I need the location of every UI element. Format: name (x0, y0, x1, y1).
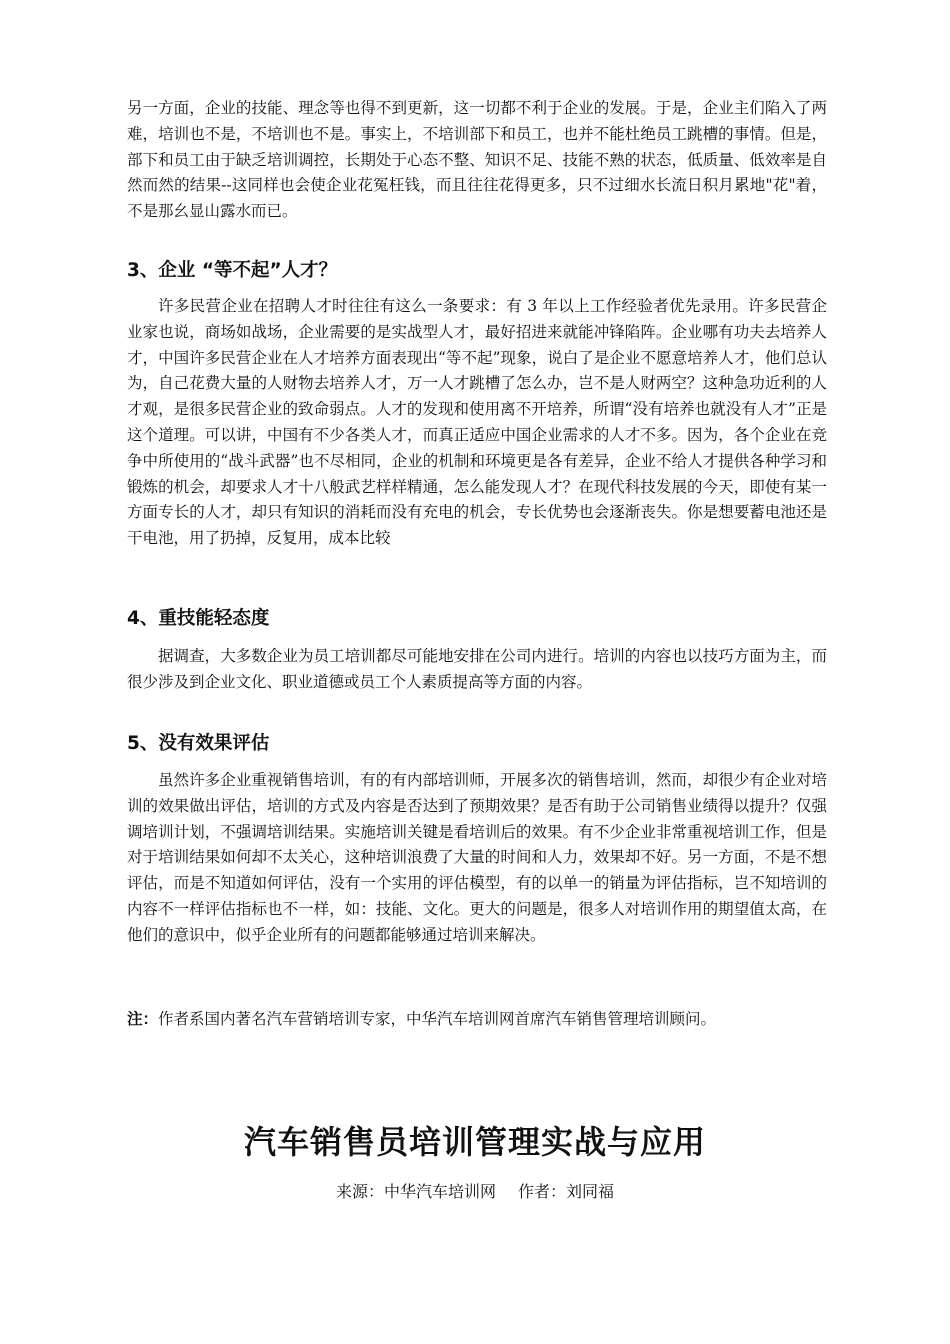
article-source: 来源：中华汽车培训网 (335, 1182, 496, 1201)
article-title: 汽车销售员培训管理实战与应用 (243, 1123, 706, 1161)
section-heading-5: 5、没有效果评估 (127, 733, 270, 754)
section-body-5: 虽然许多企业重视销售培训，有的有内部培训师，开展多次的销售培训，然而，却很少有企业对培训的效果做出评估，培训的方式及内容是否达到了预期效果？是否有助于公司销售业绩得以提升？仅强调培训计划，不强调培训结果。实施培训关键是看培训后的效果。有不少企业非常重视培训工作，但是对于培训结果如何却不太关心，这种培训浪费了大量的时间和人力，效果却不好。另一方面，不是不想评估，而是不知道如何评估，没有一个实用的评估模型，有的以单一的销量为评估指标，岂不知培训的内容不一样评估指标也不一样，如：技能、文化。更大的问题是，很多人对培训作用的期望值太高，在他们的意识中，似乎企业所有的问题都能够通过培训来解决。 (127, 771, 827, 944)
article-byline (0, 1179, 950, 1205)
section-heading-4: 4、重技能轻态度 (127, 608, 270, 629)
note-label: 注： (127, 1010, 159, 1028)
note-text: 作者系国内著名汽车营销培训专家，中华汽车培训网首席汽车销售管理培训顾问。 (158, 1010, 717, 1028)
section-body-3: 许多民营企业在招聘人才时往往有这么一条要求：有 3 年以上工作经验者优先录用。许多民营企业家也说，商场如战场，企业需要的是实战型人才，最好招进来就能冲锋陷阵。企业哪有功夫去培养人才，中国许多民营企业在人才培养方面表现出“等不起”现象，说白了是企业不愿意培养人才，他们总认为，自己花费大量的人财物去培养人才，万一人才跳槽了怎么办，岂不是人财两空？这种急功近利的人才观，是很多民营企业的致命弱点。人才的发现和使用离不开培养，所谓“没有培养也就没有人才”正是这个道理。可以讲，中国有不少各类人才，而真正适应中国企业需求的人才不多。因为，各个企业在竞争中所使用的“战斗武器”也不尽相同，企业的机制和环境更是各有差异，企业不给人才提供各种学习和锻炼的机会，却要求人才十八般武艺样样精通，怎么能发现人才？在现代科技发展的今天，即使有某一方面专长的人才，却只有知识的消耗而没有充电的机会，专长优势也会逐渐丧失。你是想要蓄电池还是干电池，用了扔掉，反复用，成本比较 (127, 297, 827, 548)
author-note (127, 1006, 827, 1032)
continuation-paragraph: 另一方面，企业的技能、理念等也得不到更新，这一切都不利于企业的发展。于是，企业主们陷入了两难，培训也不是，不培训也不是。事实上，不培训部下和员工，也并不能杜绝员工跳槽的事情。但是，部下和员工由于缺乏培训调控，长期处于心态不整、知识不足、技能不熟的状态，低质量、低效率是自然而然的结果--这同样也会使企业花冤枉钱，而且往往花得更多，只不过细水长流日积月累地"花"着，不是那幺显山露水而已。 (127, 99, 827, 221)
article-author: 作者：刘同福 (518, 1182, 615, 1201)
section-heading-3: 3、企业 “等不起”人才？ (127, 260, 338, 281)
section-body-4: 据调查，大多数企业为员工培训都尽可能地安排在公司内进行。培训的内容也以技巧方面为主，而很少涉及到企业文化、职业道德或员工个人素质提高等方面的内容。 (127, 647, 827, 691)
